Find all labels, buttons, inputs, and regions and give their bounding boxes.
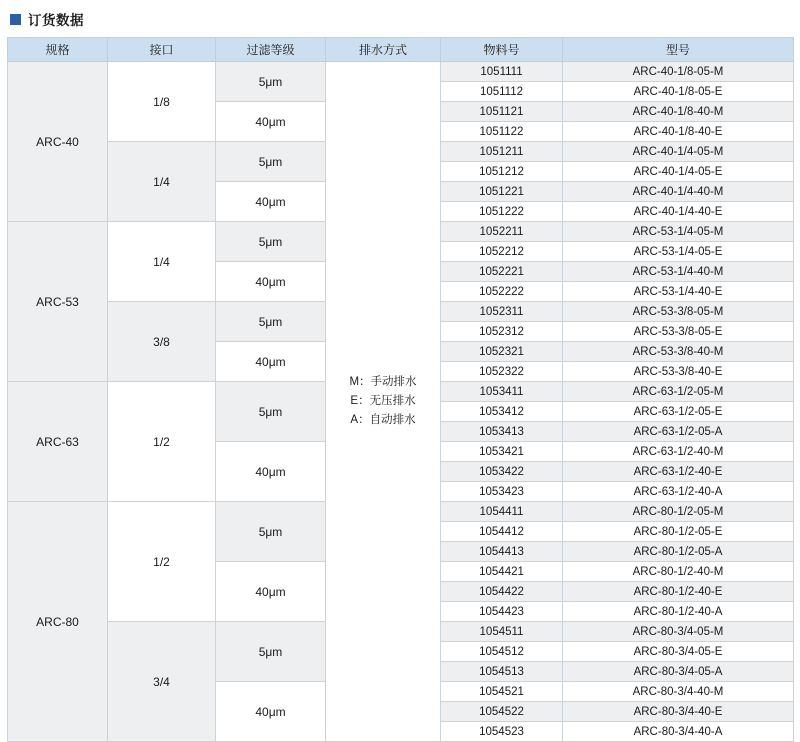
cell-model: ARC-80-3/4-40-E (563, 702, 794, 722)
cell-model: ARC-63-1/2-05-E (563, 402, 794, 422)
cell-model: ARC-53-3/8-05-M (563, 302, 794, 322)
cell-filter-grade: 5μm (216, 62, 326, 102)
cell-model: ARC-63-1/2-40-A (563, 482, 794, 502)
cell-material-number: 1054521 (441, 682, 563, 702)
cell-model: ARC-63-1/2-40-E (563, 462, 794, 482)
cell-model: ARC-40-1/8-05-E (563, 82, 794, 102)
cell-material-number: 1051212 (441, 162, 563, 182)
cell-material-number: 1054511 (441, 622, 563, 642)
cell-material-number: 1051211 (441, 142, 563, 162)
cell-model: ARC-63-1/2-40-M (563, 442, 794, 462)
column-header-spec: 规格 (8, 38, 108, 62)
cell-filter-grade: 5μm (216, 222, 326, 262)
cell-model: ARC-63-1/2-05-M (563, 382, 794, 402)
cell-spec: ARC-53 (8, 222, 108, 382)
table-row (8, 62, 794, 82)
cell-drain-method (326, 62, 441, 742)
cell-port: 3/8 (108, 302, 216, 382)
cell-material-number: 1053412 (441, 402, 563, 422)
cell-model: ARC-80-1/2-40-A (563, 602, 794, 622)
cell-model: ARC-80-3/4-05-A (563, 662, 794, 682)
cell-material-number: 1052222 (441, 282, 563, 302)
cell-model: ARC-80-3/4-05-E (563, 642, 794, 662)
cell-material-number: 1051112 (441, 82, 563, 102)
cell-material-number: 1051122 (441, 122, 563, 142)
cell-model: ARC-80-1/2-40-E (563, 582, 794, 602)
cell-filter-grade: 40μm (216, 682, 326, 742)
cell-filter-grade: 5μm (216, 502, 326, 562)
cell-material-number: 1054412 (441, 522, 563, 542)
cell-spec: ARC-80 (8, 502, 108, 742)
cell-material-number: 1054421 (441, 562, 563, 582)
cell-filter-grade: 40μm (216, 102, 326, 142)
cell-model: ARC-53-1/4-05-E (563, 242, 794, 262)
cell-model: ARC-80-1/2-05-M (563, 502, 794, 522)
table-body (8, 62, 794, 742)
cell-port: 1/8 (108, 62, 216, 142)
cell-material-number: 1052322 (441, 362, 563, 382)
cell-model: ARC-53-3/8-05-E (563, 322, 794, 342)
title-marker-icon (10, 14, 21, 25)
cell-model: ARC-80-3/4-05-M (563, 622, 794, 642)
cell-material-number: 1052212 (441, 242, 563, 262)
column-header-filter: 过滤等级 (216, 38, 326, 62)
table-header-row (8, 38, 794, 62)
cell-model: ARC-40-1/4-40-E (563, 202, 794, 222)
cell-material-number: 1051222 (441, 202, 563, 222)
cell-material-number: 1054422 (441, 582, 563, 602)
cell-port: 1/2 (108, 382, 216, 502)
cell-model: ARC-40-1/8-40-M (563, 102, 794, 122)
page-title: 订货数据 (28, 13, 84, 28)
column-header-model: 型号 (563, 38, 794, 62)
cell-material-number: 1052221 (441, 262, 563, 282)
cell-material-number: 1052211 (441, 222, 563, 242)
cell-material-number: 1054411 (441, 502, 563, 522)
cell-filter-grade: 5μm (216, 382, 326, 442)
cell-material-number: 1053411 (441, 382, 563, 402)
cell-material-number: 1054413 (441, 542, 563, 562)
cell-material-number: 1054512 (441, 642, 563, 662)
cell-material-number: 1051121 (441, 102, 563, 122)
cell-model: ARC-80-3/4-40-M (563, 682, 794, 702)
cell-filter-grade: 5μm (216, 622, 326, 682)
cell-spec: ARC-40 (8, 62, 108, 222)
cell-material-number: 1054522 (441, 702, 563, 722)
cell-material-number: 1051221 (441, 182, 563, 202)
cell-material-number: 1052312 (441, 322, 563, 342)
cell-spec: ARC-63 (8, 382, 108, 502)
cell-port: 1/2 (108, 502, 216, 622)
cell-model: ARC-80-3/4-40-A (563, 722, 794, 742)
cell-model: ARC-80-1/2-05-E (563, 522, 794, 542)
cell-port: 3/4 (108, 622, 216, 742)
cell-model: ARC-53-3/8-40-E (563, 362, 794, 382)
column-header-port: 接口 (108, 38, 216, 62)
cell-filter-grade: 40μm (216, 442, 326, 502)
cell-port: 1/4 (108, 142, 216, 222)
column-header-material: 物料号 (441, 38, 563, 62)
drain-method-line: E：无压排水 (350, 395, 416, 407)
cell-model: ARC-40-1/8-05-M (563, 62, 794, 82)
cell-material-number: 1051111 (441, 62, 563, 82)
cell-filter-grade: 40μm (216, 562, 326, 622)
cell-material-number: 1054523 (441, 722, 563, 742)
drain-method-line: M：手动排水 (349, 376, 417, 388)
cell-material-number: 1054513 (441, 662, 563, 682)
cell-model: ARC-40-1/4-05-M (563, 142, 794, 162)
cell-filter-grade: 5μm (216, 302, 326, 342)
cell-model: ARC-63-1/2-05-A (563, 422, 794, 442)
cell-model: ARC-53-1/4-05-M (563, 222, 794, 242)
cell-model: ARC-40-1/4-40-M (563, 182, 794, 202)
section-title (0, 0, 800, 37)
cell-filter-grade: 5μm (216, 142, 326, 182)
cell-material-number: 1052311 (441, 302, 563, 322)
cell-filter-grade: 40μm (216, 182, 326, 222)
cell-material-number: 1053421 (441, 442, 563, 462)
cell-model: ARC-80-1/2-05-A (563, 542, 794, 562)
cell-port: 1/4 (108, 222, 216, 302)
cell-filter-grade: 40μm (216, 342, 326, 382)
column-header-drain: 排水方式 (326, 38, 441, 62)
cell-model: ARC-40-1/4-05-E (563, 162, 794, 182)
cell-model: ARC-80-1/2-40-M (563, 562, 794, 582)
table-header (8, 38, 794, 62)
cell-model: ARC-53-1/4-40-M (563, 262, 794, 282)
order-data-table (7, 37, 794, 742)
cell-material-number: 1052321 (441, 342, 563, 362)
cell-material-number: 1053422 (441, 462, 563, 482)
cell-model: ARC-40-1/8-40-E (563, 122, 794, 142)
cell-material-number: 1054423 (441, 602, 563, 622)
cell-model: ARC-53-3/8-40-M (563, 342, 794, 362)
drain-method-line: A：自动排水 (350, 414, 416, 426)
cell-material-number: 1053423 (441, 482, 563, 502)
cell-model: ARC-53-1/4-40-E (563, 282, 794, 302)
cell-filter-grade: 40μm (216, 262, 326, 302)
cell-material-number: 1053413 (441, 422, 563, 442)
